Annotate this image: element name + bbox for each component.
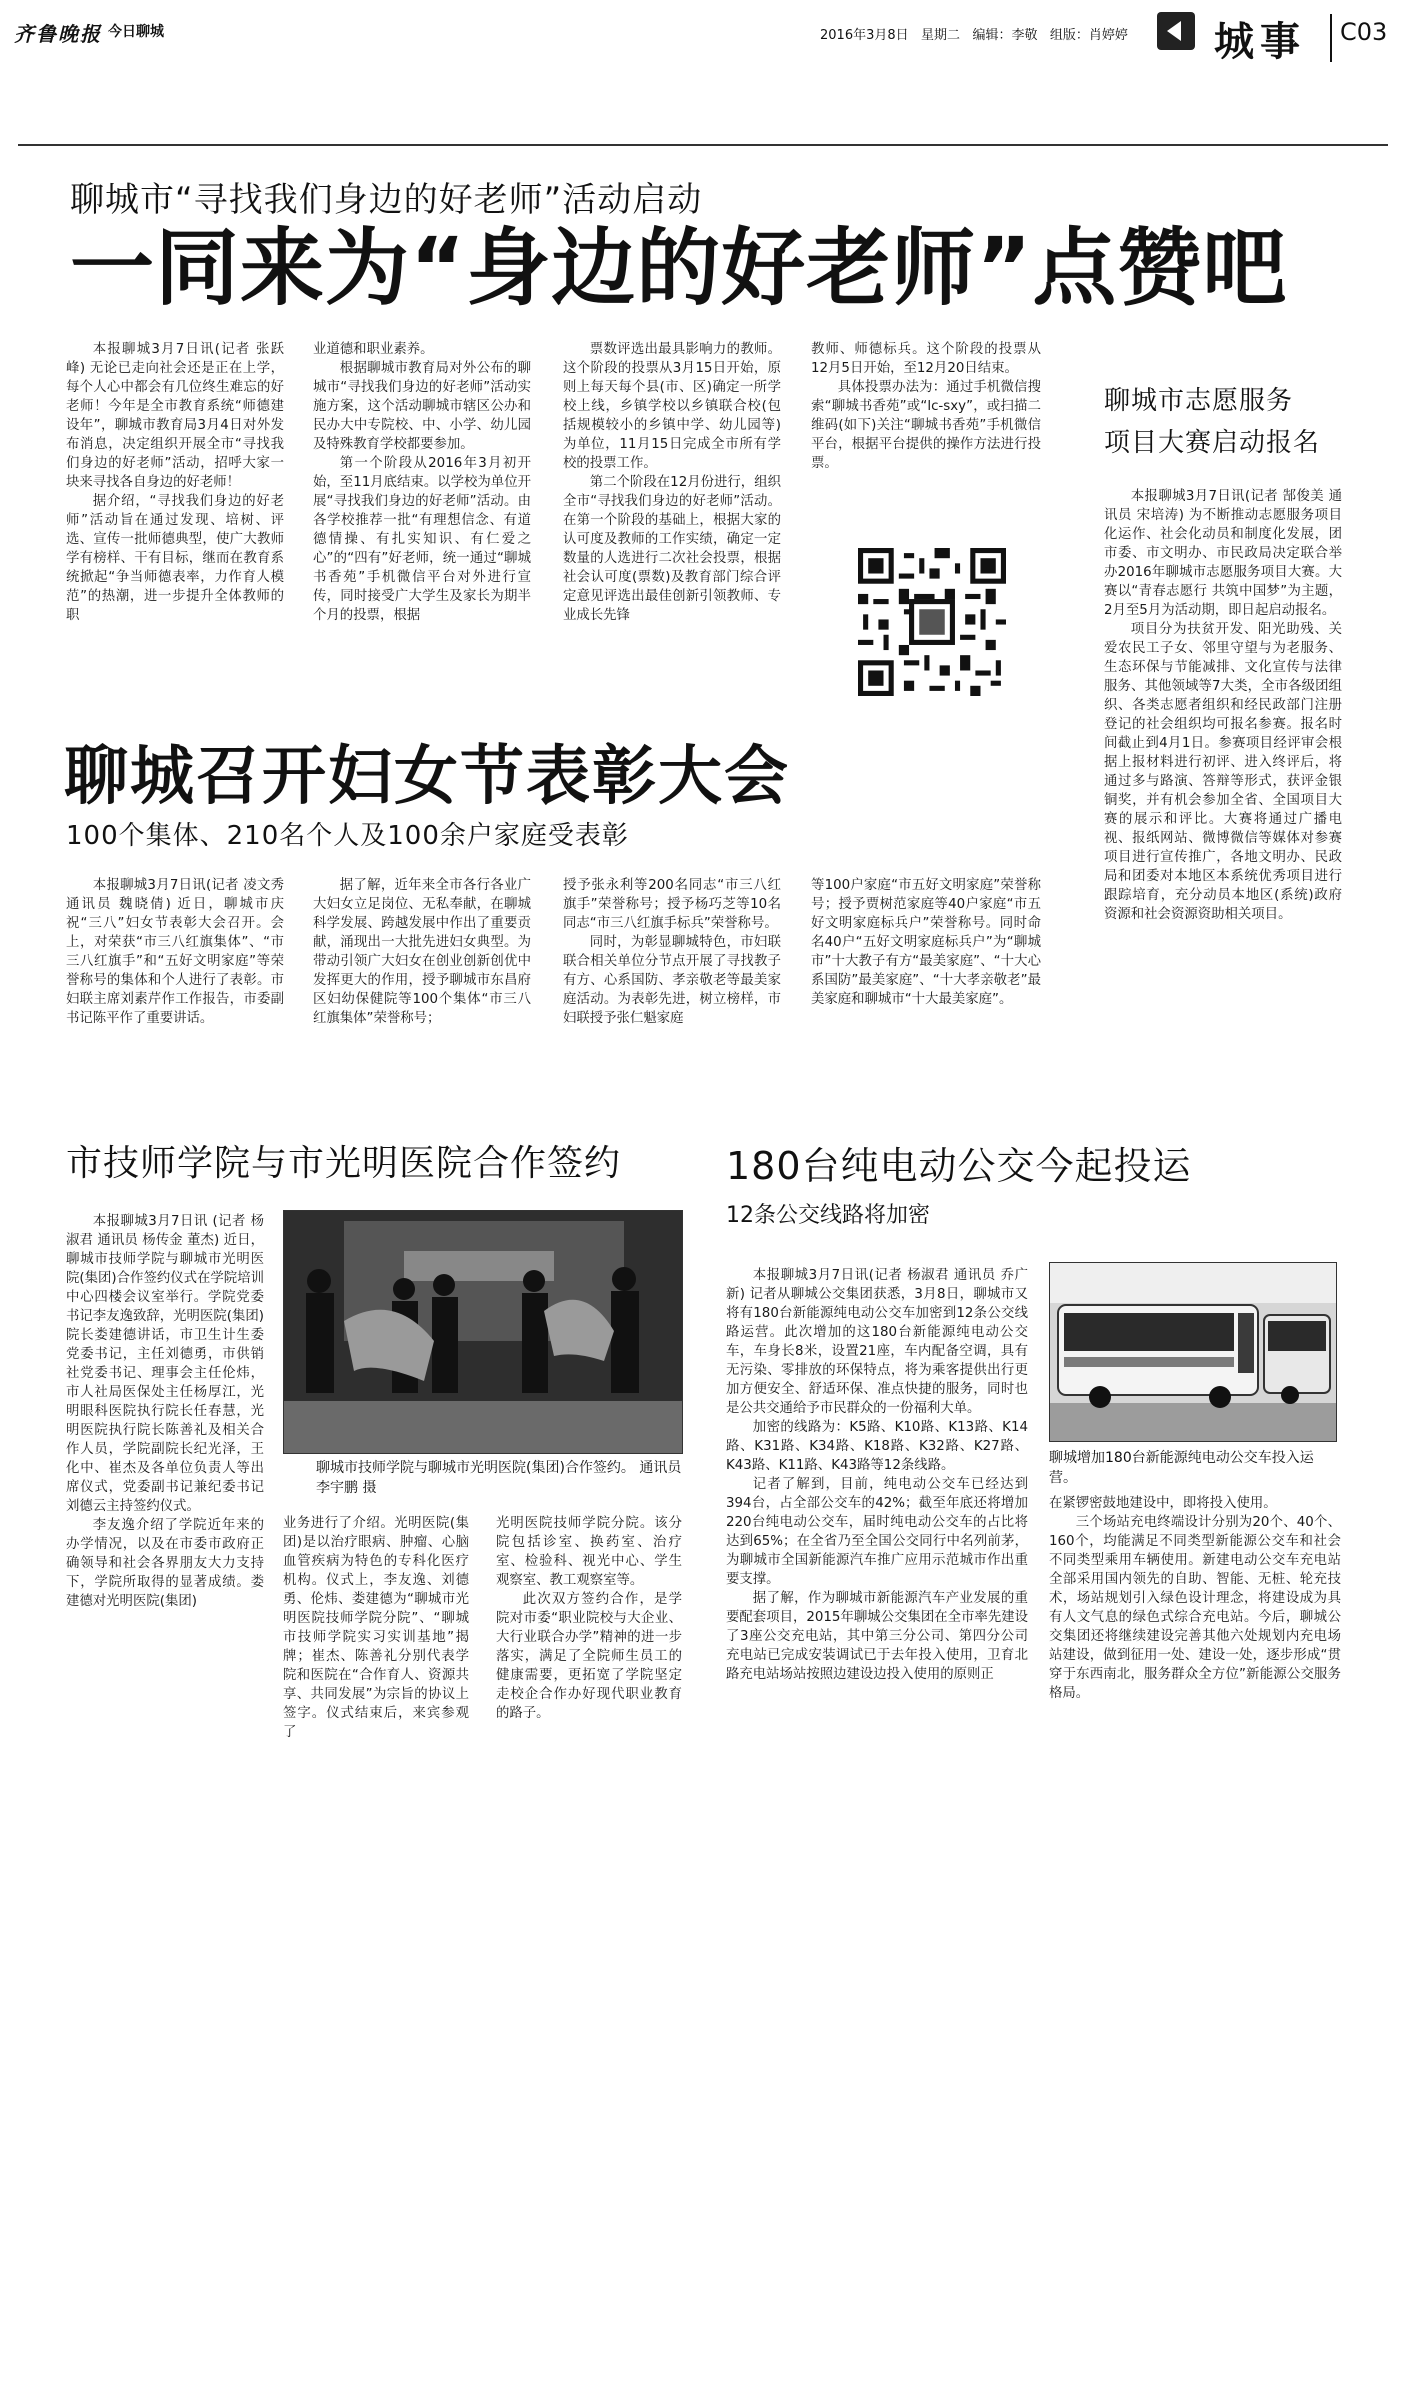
newspaper-logo: 齐鲁晚报 [14,22,102,46]
editor-credit: 编辑：李敬 [972,28,1038,43]
paragraph: 第二个阶段在12月份进行，组织全市“寻找我们身边的好老师”活动。在第一个阶段的基础上，根据大家的认可度及教师的工作实绩，确定一定数量的人选进行二次社会投票，根据社会认可度(票数)及教育部门综合评定意见评选出最佳创新引领教师、专业成长先锋 [563,475,781,623]
chevron-left-icon [1157,12,1195,50]
article2-col2 [313,876,531,1028]
paragraph: 此次双方签约合作，是学院对市委“职业院校与大企业、大行业联合办学”精神的进一步落实，满足了全院师生员工的健康需要，更拓宽了学院坚定走校企合作办好现代职业教育的路子。 [496,1592,682,1721]
article2-col3 [563,876,781,1028]
qr-code[interactable] [858,548,1006,696]
paragraph: 据了解，作为聊城市新能源汽车产业发展的重要配套项目，2015年聊城公交集团在全市率先建设了3座公交充电站，其中第三分公司、第四分公司充电站已完成安装调试已于去年投入使用，卫育北路充电站场站按照边建设边投入使用的原则正 [726,1591,1028,1682]
article3-title: 市技师学院与市光明医院合作签约 [66,1143,622,1184]
article1-col2 [313,340,531,625]
paragraph: 本报聊城3月7日讯(记者 郜俊美 通讯员 宋培涛) 为不断推动志愿服务项目化运作、社会化动员和制度化发展，团市委、市文明办、市民政局决定联合举办2016年聊城市志愿服务项目大赛。大赛以“青春志愿行 共筑中国梦”为主题，2月至5月为活动期，即日起启动报名。 [1104,489,1342,618]
section-name: 城事 [1214,19,1306,65]
paragraph: 根据聊城市教育局对外公布的聊城市“寻找我们身边的好老师”活动实施方案，这个活动聊城市辖区公办和民办大中专院校、中、小学、幼儿园及特殊教育学校都要参加。 [313,361,531,452]
article2-subtitle: 100个集体、210名个人及100余户家庭受表彰 [66,821,629,851]
paragraph: 本报聊城3月7日讯(记者 杨淑君 通讯员 乔广新) 记者从聊城公交集团获悉，3月8日，聊城市又将有180台新能源纯电动公交车加密到12条公交线路运营。此次增加的这180台新能源纯电动公交车，车身长8米，设置21座，车内配备空调，具有无污染、零排放的环保特点，将为乘客提供出行更加方便安全、舒适环保、准点快捷的服务，同时也是公共交通给予市民群众的一份福利大单。 [726,1268,1028,1416]
paragraph: 第一个阶段从2016年3月初开始，至11月底结束。以学校为单位开展“寻找我们身边的好老师”活动。由各学校推荐一批“有理想信念、有道德情操、有扎实知识、有仁爱之心”的“四有”好老师，统一通过“聊城书香苑”手机微信平台对外进行宣传，同时接受广大学生及家长为期半个月的投票，根据 [313,456,531,623]
paragraph: 本报聊城3月7日讯(记者 张跃峰) 无论已走向社会还是正在上学，每个人心中都会有几位终生难忘的好老师！今年是全市教育系统“师德建设年”，聊城市教育局3月4日对外发布消息，决定组织开展全市“寻找我们身边的好老师”活动，招呼大家一块来寻找各自身边的好老师！ [66,342,284,490]
column-name: 今日聊城 [108,24,164,40]
article3-col2 [283,1514,469,1742]
article1-col1 [66,340,284,625]
paragraph: 项目分为扶贫开发、阳光助残、关爱农民工子女、邻里守望与为老服务、生态环保与节能减排、文化宣传与法律服务、其他领域等7大类，全市各级团组织、各类志愿者组织和经民政部门注册登记的社会组织均可报名参赛。报名时间截止到4月1日。参赛项目经评审会根据上报材料进行初评、进入终评后，将通过多与路演、答辩等形式，获评金银铜奖，并有机会参加全省、全国项目大赛的展示和评比。大赛将通过广播电视、报纸网站、微博微信等媒体对参赛项目进行宣传推广，各地文明办、民政局和团委对本地区本系统优秀项目进行跟踪培育，充分动员本地区(系统)政府资源和社会资源资助相关项目。 [1104,622,1342,922]
electric-bus-photo [1049,1262,1337,1442]
sidebar-body [1104,487,1342,924]
paragraph: 记者了解到，目前，纯电动公交车已经达到394台，占全部公交车的42%；截至年底还将增加220台纯电动公交车，届时纯电动公交车的占比将达到65%；在全省乃至全国公交同行中名列前茅，为聊城市全国新能源汽车推广应用示范城市作出重要支撑。 [726,1477,1028,1587]
photo-illustration [284,1211,682,1453]
issue-weekday: 星期二 [921,28,961,43]
article3-col1 [66,1212,264,1611]
article4-subtitle: 12条公交线路将加密 [726,1203,930,1228]
article4-title: 180台纯电动公交今起投运 [726,1144,1192,1188]
paragraph: 三个场站充电终端设计分别为20个、40个、160个，均能满足不同类型新能源公交车和社会不同类型乘用车辆使用。新建电动公交车充电站全部采用国内领先的自助、智能、无桩、轮充技术，场站规划引入绿色设计理念，将建设成为具有人文气息的绿色式综合充电站。今后，聊城公交集团还将继续建设完善其他六处规划内充电场站建设，做到征用一处、建设一处，逐步形成“贯穿于东西南北，服务群众全方位”新能源公交服务格局。 [1049,1515,1341,1701]
header-rule [18,144,1388,146]
article2-col1 [66,876,284,1028]
paragraph: 据了解，近年来全市各行各业广大妇女立足岗位、无私奉献，在聊城科学发展、跨越发展中作出了重要贡献，涌现出一大批先进妇女典型。为带动引领广大妇女在创业创新创优中发挥更大的作用，授予聊城市东昌府区妇幼保健院等100个集体“市三八红旗集体”荣誉称号； [313,878,531,1026]
article1-kicker: 聊城市“寻找我们身边的好老师”活动启动 [70,180,703,220]
paragraph: 业道德和职业素养。 [313,342,434,357]
paragraph: 授予张永利等200名同志“市三八红旗手”荣誉称号；授予杨巧芝等10名同志“市三八红旗手标兵”荣誉称号。 [563,878,781,931]
article3-col3 [496,1514,682,1723]
paragraph: 在紧锣密鼓地建设中，即将投入使用。 [1049,1496,1277,1511]
sidebar-title-line2: 项目大赛启动报名 [1104,428,1321,458]
article2-col4 [811,876,1041,1009]
paragraph: 本报聊城3月7日讯(记者 凌文秀 通讯员 魏晓倩) 近日，聊城市庆祝“三八”妇女节表彰大会召开。会上，对荣获“市三八红旗集体”、“市三八红旗手”和“五好文明家庭”等荣誉称号的集体和个人进行了表彰。市妇联主席刘素芹作工作报告，市委副书记陈平作了重要讲话。 [66,878,284,1026]
article4-photo-caption: 聊城增加180台新能源纯电动公交车投入运营。 [1049,1450,1314,1486]
paragraph: 光明医院技师学院分院。该分院包括诊室、换药室、治疗室、检验科、视光中心、学生观察室、教工观察室等。 [496,1516,682,1588]
signing-ceremony-photo [283,1210,683,1454]
issue-meta [820,24,1128,43]
article1-title: 一同来为“身边的好老师”点赞吧 [70,219,1288,317]
article4-col1 [726,1266,1028,1684]
issue-date: 2016年3月8日 [820,28,909,43]
article2-title: 聊城召开妇女节表彰大会 [64,740,790,814]
paragraph: 具体投票办法为：通过手机微信搜索“聊城书香苑”或“lc-sxy”，或扫描二维码(如下)关注“聊城书香苑”手机微信平台，根据平台提供的操作方法进行投票。 [811,380,1041,471]
paragraph: 据介绍，“寻找我们身边的好老师”活动旨在通过发现、培树、评选、宣传一批师德典型，使广大教师学有榜样、干有目标，继而在教育系统掀起“争当师德表率，力作育人模范”的热潮，进一步提升全体教师的职 [66,494,284,623]
page-number: C03 [1340,18,1388,46]
sidebar-title [1104,380,1320,464]
header-divider [1330,14,1332,62]
article4-col2 [1049,1494,1341,1703]
article1-col3 [563,340,781,625]
paragraph: 本报聊城3月7日讯 (记者 杨淑君 通讯员 杨传金 董杰) 近日，聊城市技师学院与聊城市光明医院(集团)合作签约仪式在学院培训中心四楼会议室举行。学院党委书记李友逸致辞，光明医院(集团)院长娄建德讲话，市卫生计生委党委书记，主任刘德勇，市供销社党委书记、理事会主任伦炜，市人社局医保处主任杨厚江，光明眼科医院执行院长任春慧，光明医院执行院长陈善礼及相关合作人员，学院副院长纪光泽，王化中、崔杰及各单位负责人等出席仪式，党委副书记兼纪委书记刘德云主持签约仪式。 [66,1214,264,1514]
article3-photo-caption: 聊城市技师学院与聊城市光明医院(集团)合作签约。 通讯员 李宇鹏 摄 [316,1460,682,1496]
paragraph: 教师、师德标兵。这个阶段的投票从12月5日开始，至12月20日结束。 [811,342,1041,376]
paragraph: 等100户家庭“市五好文明家庭”荣誉称号；授予贾树范家庭等40户家庭“市五好文明家庭标兵户”荣誉称号。同时命名40户“五好文明家庭标兵户”为“聊城市”十大教子有方“最美家庭”、“十大心系国防”最美家庭”、“十大孝亲敬老”最美家庭和聊城市“十大最美家庭”。 [811,878,1041,1007]
sidebar-title-line1: 聊城市志愿服务 [1104,386,1294,416]
designer-credit: 组版：肖婷婷 [1049,28,1128,43]
article1-col4 [811,340,1041,473]
photo-illustration [1050,1263,1336,1441]
paragraph: 李友逸介绍了学院近年来的办学情况，以及在市委市政府正确领导和社会各界朋友大力支持下，学院所取得的显著成绩。娄建德对光明医院(集团) [66,1518,264,1609]
paragraph: 同时，为彰显聊城特色，市妇联联合相关单位分节点开展了寻找教子有方、心系国防、孝亲敬老等最美家庭活动。为表彰先进，树立榜样，市妇联授予张仁魁家庭 [563,935,781,1026]
paragraph: 业务进行了介绍。光明医院(集团)是以治疗眼病、肿瘤、心脑血管疾病为特色的专科化医疗机构。仪式上，李友逸、刘德勇、伦炜、娄建德为“聊城市光明医院技师学院分院”、“聊城市技师学院实习实训基地”揭牌；崔杰、陈善礼分别代表学院和医院在“合作育人、资源共享、共同发展”为宗旨的协议上签字。仪式结束后，来宾参观了 [283,1516,469,1740]
paragraph: 加密的线路为：K5路、K10路、K13路、K14路、K31路、K34路、K18路、K32路、K27路、K43路、K11路、K43路等12条线路。 [726,1420,1028,1473]
paragraph: 票数评选出最具影响力的教师。这个阶段的投票从3月15日开始，原则上每天每个县(市、区)确定一所学校上线，乡镇学校以乡镇联合校(包括规模较小的乡镇中学、幼儿园等)为单位，11月15日完成全市所有学校的投票工作。 [563,342,781,471]
